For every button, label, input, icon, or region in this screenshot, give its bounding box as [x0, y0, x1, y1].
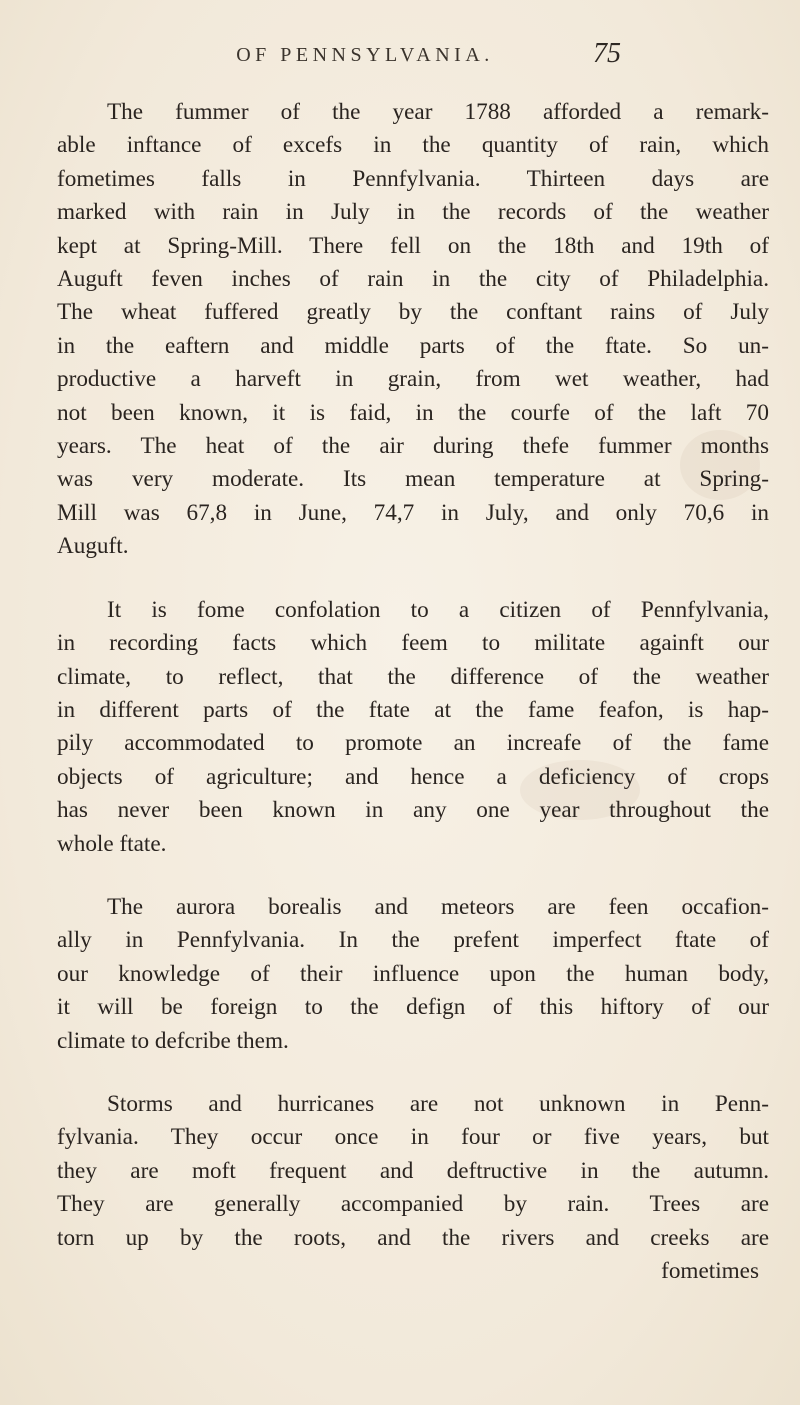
- catchword: fometimes: [661, 1258, 759, 1284]
- text-line: They are generally accompanied by rain. Trees are: [57, 1191, 769, 1218]
- text-line: pily accommodated to promote an increafe of the fame: [57, 730, 769, 757]
- text-line: climate to defcribe them.: [57, 1027, 289, 1054]
- running-head: [0, 38, 800, 84]
- text-line: years. The heat of the air during thefe fummer months: [57, 433, 769, 460]
- text-line: in different parts of the ftate at the fame feafon, is hap-: [57, 696, 769, 723]
- text-line: it will be foreign to the defign of this hiftory of our: [57, 994, 769, 1021]
- text-line: Auguft feven inches of rain in the city of Philadelphia.: [57, 266, 769, 293]
- paragraph-summer-1788: [57, 96, 769, 564]
- paragraph-storms: [57, 1088, 769, 1288]
- text-line: It is fome confolation to a citizen of Pennfylvania,: [107, 596, 769, 623]
- text-line: they are moft frequent and deftructive in the autumn.: [57, 1157, 769, 1184]
- text-line: objects of agriculture; and hence a deficiency of crops: [57, 763, 769, 790]
- text-line: has never been known in any one year throughout the: [57, 797, 769, 824]
- text-line: kept at Spring-Mill. There fell on the 18th and 19th of: [57, 232, 769, 259]
- text-line: Auguft.: [57, 533, 129, 560]
- text-line: fometimes falls in Pennfylvania. Thirteen days are: [57, 165, 769, 192]
- paragraph-aurora: [57, 891, 769, 1058]
- text-line: Mill was 67,8 in June, 74,7 in July, and only 70,6 in: [57, 499, 769, 526]
- text-line: whole ftate.: [57, 830, 167, 857]
- text-line: was very moderate. Its mean temperature at Spring-: [57, 466, 769, 493]
- text-line: climate, to reflect, that the difference of the weather: [57, 663, 769, 690]
- text-line: our knowledge of their influence upon the human body,: [57, 960, 769, 987]
- text-line: not been known, it is faid, in the courfe of the laft 70: [57, 399, 769, 426]
- text-line: fylvania. They occur once in four or five years, but: [57, 1124, 769, 1151]
- text-line: in the eaftern and middle parts of the ftate. So un-: [57, 332, 769, 359]
- text-line: The wheat fuffered greatly by the conftant rains of July: [57, 299, 769, 326]
- paragraph-consolation: [57, 594, 769, 861]
- text-line: torn up by the roots, and the rivers and creeks are: [57, 1224, 769, 1251]
- text-line: Storms and hurricanes are not unknown in Penn-: [107, 1090, 769, 1117]
- body-text: [57, 96, 769, 1288]
- text-line: The fummer of the year 1788 afforded a remark-: [107, 99, 769, 125]
- text-line: in recording facts which feem to militate againft our: [57, 630, 769, 657]
- running-title: OF PENNSYLVANIA.: [236, 44, 494, 66]
- text-line: able inftance of excefs in the quantity of rain, which: [57, 132, 769, 159]
- text-line: marked with rain in July in the records of the weather: [57, 199, 769, 226]
- text-line: ally in Pennfylvania. In the prefent imperfect ftate of: [57, 927, 769, 954]
- text-line: productive a harveft in grain, from wet weather, had: [57, 366, 769, 393]
- text-line: The aurora borealis and meteors are feen occafion-: [107, 893, 769, 920]
- page-number: 75: [593, 38, 621, 69]
